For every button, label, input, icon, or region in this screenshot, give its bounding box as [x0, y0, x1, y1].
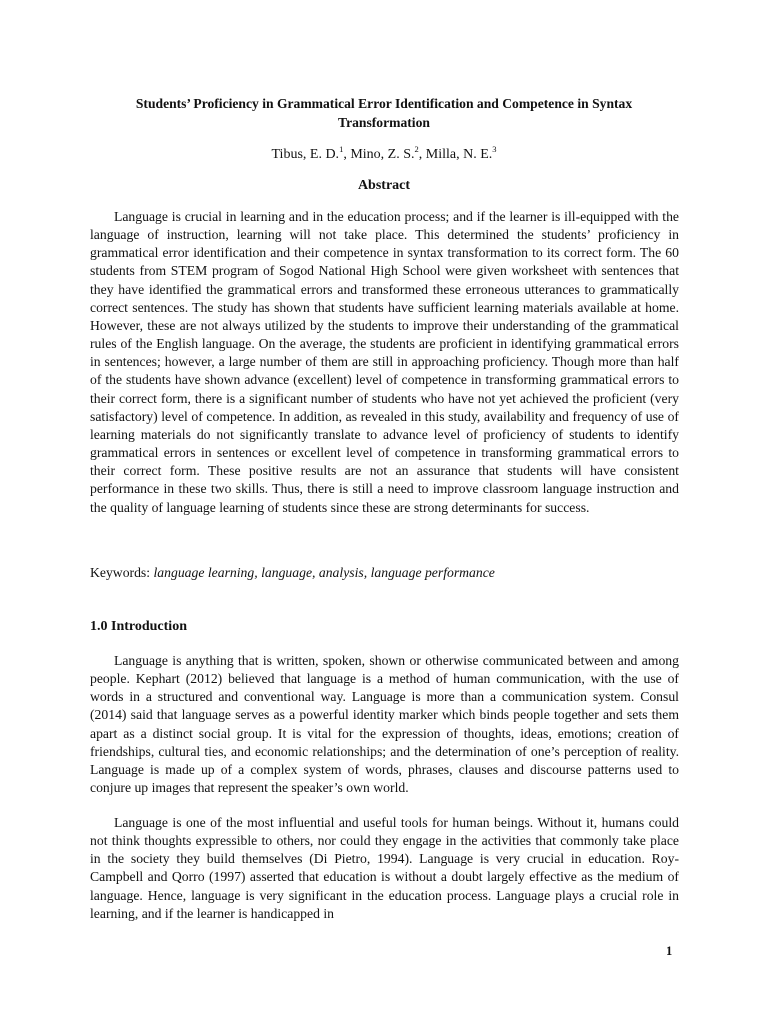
author-separator: ,	[418, 147, 426, 162]
author-name: Tibus, E. D.	[271, 147, 340, 162]
author-affiliation-marker: 1	[339, 144, 344, 154]
author-list	[0, 146, 768, 164]
author-affiliation-marker: 3	[492, 144, 497, 154]
keywords-values: language learning, language, analysis, language performance	[153, 565, 495, 580]
abstract-heading: Abstract	[357, 178, 411, 193]
author-name: Milla, N. E.	[425, 147, 493, 162]
page-number: 1	[666, 944, 673, 958]
paper-title: Students’ Proficiency in Grammatical Error Identification and Competence in Syntax Transformation	[135, 96, 633, 130]
intro-paragraph: Language is anything that is written, spoken, shown or otherwise communicated between and among people. Kephart (2012) believed that language is a method of human communication, with the use of words in a structured and conventional way. Language is more than a communication system. Consul (2014) said that language serves as a powerful identity marker which binds people together and sets them apart as a distinct social group. It is vital for the expression of thoughts, ideas, emotions; creation of friendships, cultural ties, and economic relationships; and the determination of one’s perception of reality. Language is made up of a complex system of words, phrases, clauses and discourse patterns used to conjure up images that represent the speaker’s own world.	[90, 653, 679, 796]
author-separator: ,	[343, 147, 351, 162]
author-affiliation-marker: 2	[414, 144, 419, 154]
author-name: Mino, Z. S.	[350, 147, 415, 162]
abstract-body: Language is crucial in learning and in the education process; and if the learner is ill-equipped with the language of instruction, learning will not take place. This determined the students’ proficiency in grammatical error identification and their competence in syntax transformation to its correct form. The 60 students from STEM program of Sogod National High School were given worksheet with sentences that they have identified the grammatical errors and transformed these erroneous utterances to grammatically correct sentences. The study has shown that students have sufficient learning materials available at home. However, these are not always utilized by the students to improve their understanding of the grammatical rules of the English language. On the average, the students are proficient in identifying grammatical errors in sentences; however, a large number of them are still in approaching proficiency. Though more than half of the students have shown advance (excellent) level of competence in transforming grammatical errors to their correct form, there is a significant number of students who have not yet achieved the proficient (very satisfactory) level of competence. In addition, as revealed in this study, availability and frequency of use of learning materials do not significantly translate to advance level of proficiency of students to identify grammatical errors in sentences or excellent level of competence in transforming grammatical errors to their correct form. These positive results are not an assurance that students will have consistent performance in these two skills. Thus, there is still a need to improve classroom language instruction and the quality of language learning of students since these are strong determinants for success.	[90, 209, 679, 515]
section-heading-introduction: 1.0 Introduction	[90, 619, 187, 634]
intro-paragraph: Language is one of the most influential and useful tools for human beings. Without it, humans could not think thoughts expressible to others, nor could they engage in the activities that commonly take place in the society they build themselves (Di Pietro, 1994). Language is very crucial in education. Roy-Campbell and Qorro (1997) asserted that education is without a doubt largely effective as the medium of language. Hence, language is very significant in the education process. Language plays a crucial role in learning, and if the learner is handicapped in	[90, 815, 679, 921]
keywords-line	[90, 564, 679, 582]
keywords-label: Keywords:	[90, 565, 151, 580]
